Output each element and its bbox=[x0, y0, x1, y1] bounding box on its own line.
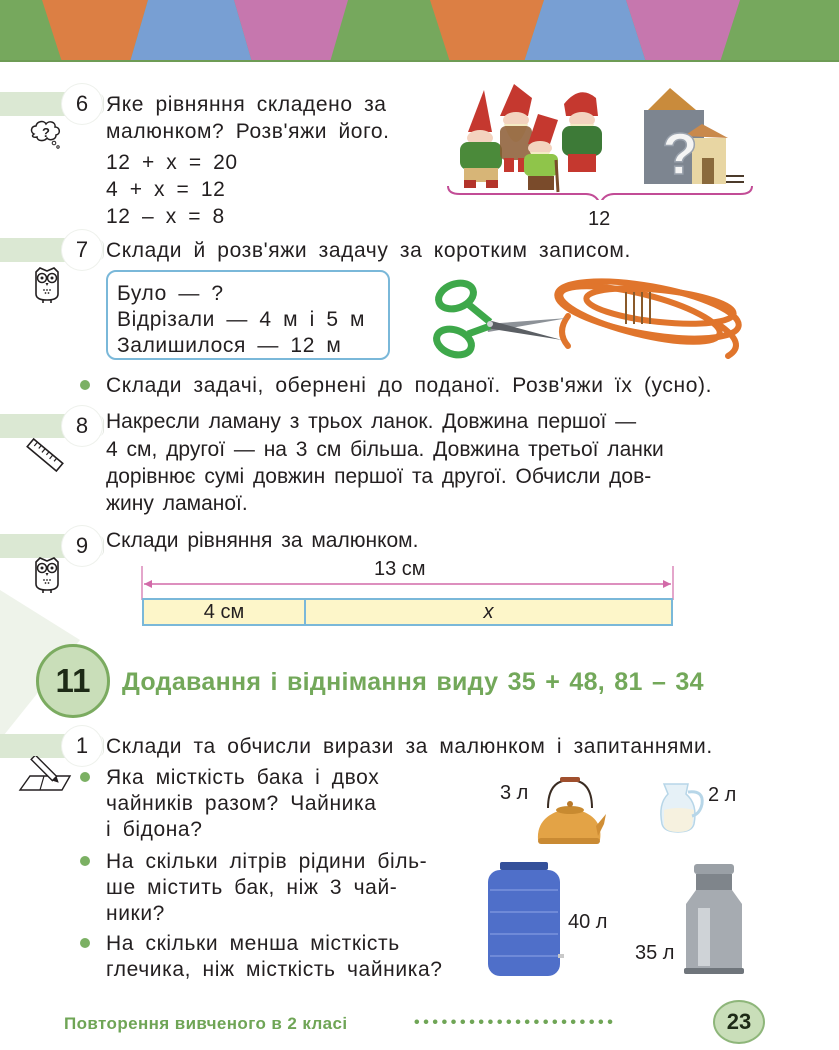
task-7-bullet: Склади задачі, обернені до поданої. Розв'яжи їх (усно). bbox=[106, 374, 713, 397]
jug-illustration bbox=[656, 780, 708, 834]
segment-bar bbox=[142, 598, 673, 626]
task-6-line-2: малюнком? Розв'яжи його. bbox=[106, 120, 390, 143]
task-8-line-3: дорівнює сумі довжин першої та другої. Обчисли дов- bbox=[106, 465, 652, 488]
question-2-line-1: На скільки літрів рідини біль- bbox=[106, 850, 428, 873]
total-length-label: 13 см bbox=[374, 558, 426, 580]
task-number-9: 9 bbox=[62, 526, 102, 566]
milk-can-capacity-label: 35 л bbox=[635, 942, 675, 964]
lesson-title: Додавання і віднімання виду 35 + 48, 81 – 34 bbox=[122, 668, 704, 696]
segment-unknown: x bbox=[483, 601, 494, 623]
bullet-point bbox=[80, 772, 90, 782]
bullet-point bbox=[80, 938, 90, 948]
task-number-1: 1 bbox=[62, 726, 102, 766]
kettle-illustration bbox=[534, 774, 608, 850]
milk-can-illustration bbox=[680, 862, 748, 976]
banner-underline bbox=[0, 60, 839, 62]
segment-known: 4 см bbox=[144, 600, 306, 624]
question-3-line-1: На скільки менша місткість bbox=[106, 932, 400, 955]
short-record-line-3: Залишилося — 12 м bbox=[117, 334, 342, 357]
task-8-line-4: жину ламаної. bbox=[106, 492, 248, 515]
notebook-pencil-icon bbox=[18, 756, 74, 796]
brace-total-label: 12 bbox=[588, 208, 611, 230]
lesson-number-badge: 11 bbox=[36, 644, 110, 718]
decorative-banner bbox=[0, 0, 839, 62]
task-8-line-1: Накресли ламану з трьох ланок. Довжина першої — bbox=[106, 410, 637, 433]
page-number: 23 bbox=[713, 1000, 765, 1044]
task-number-7: 7 bbox=[62, 230, 102, 270]
equation-2: 4 + x = 12 bbox=[106, 178, 226, 201]
jug-capacity-label: 2 л bbox=[708, 784, 737, 806]
gnomes-and-house-illustration bbox=[440, 80, 760, 200]
task-number-8: 8 bbox=[62, 406, 102, 446]
question-1-line-3: і бідона? bbox=[106, 818, 203, 841]
ruler-icon bbox=[24, 436, 66, 474]
thinking-cloud-question-icon bbox=[28, 118, 64, 152]
question-2-line-2: ше містить бак, ніж 3 чай- bbox=[106, 876, 398, 899]
water-tank-illustration bbox=[486, 860, 566, 978]
footer-dot-leader: •••••••••••••••••••••• bbox=[414, 1014, 617, 1031]
question-1-line-1: Яка місткість бака і двох bbox=[106, 766, 380, 789]
kettle-capacity-label: 3 л bbox=[500, 782, 529, 804]
short-record-line-1: Було — ? bbox=[117, 282, 224, 305]
task-7-text: Склади й розв'яжи задачу за коротким записом. bbox=[106, 239, 631, 262]
task-8-line-2: 4 см, другої — на 3 см більша. Довжина третьої ланки bbox=[106, 438, 664, 461]
owl-icon bbox=[32, 556, 62, 594]
owl-icon bbox=[32, 266, 62, 304]
question-3-line-2: глечика, ніж місткість чайника? bbox=[106, 958, 443, 981]
svg-text:?: ? bbox=[42, 125, 50, 140]
svg-text:?: ? bbox=[662, 122, 698, 187]
short-record-line-2: Відрізали — 4 м і 5 м bbox=[117, 308, 366, 331]
question-2-line-3: ники? bbox=[106, 902, 165, 925]
equation-1: 12 + x = 20 bbox=[106, 151, 238, 174]
question-1-line-2: чайників разом? Чайника bbox=[106, 792, 377, 815]
scissors-and-rope-illustration bbox=[428, 272, 768, 368]
tank-capacity-label: 40 л bbox=[568, 911, 608, 933]
bullet-point bbox=[80, 856, 90, 866]
lesson-task-1-text: Склади та обчисли вирази за малюнком і запитаннями. bbox=[106, 735, 713, 758]
footer-section-title: Повторення вивченого в 2 класі bbox=[64, 1014, 348, 1033]
equation-3: 12 – x = 8 bbox=[106, 205, 225, 228]
task-number-6: 6 bbox=[62, 84, 102, 124]
bullet-point bbox=[80, 380, 90, 390]
task-6-line-1: Яке рівняння складено за bbox=[106, 93, 387, 116]
task-9-text: Склади рівняння за малюнком. bbox=[106, 529, 419, 552]
